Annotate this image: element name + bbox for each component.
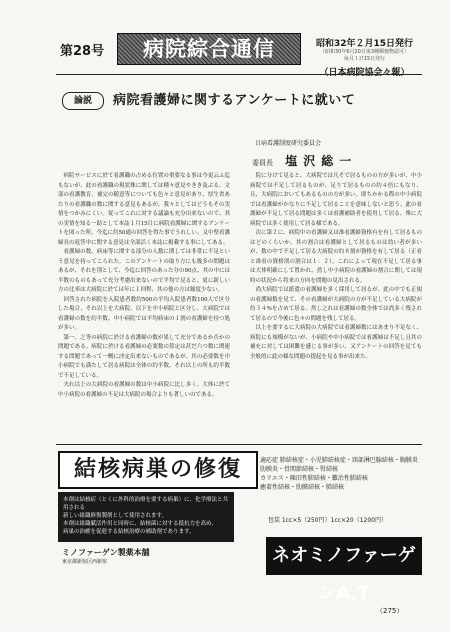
paragraph: 看護婦の数、病床等に関する部分の人数に関しては非常に不足という意見を持ってこられた。このアンケートの取り方にも幾多の問題はあるが、それを別として、今迄に回答のあった分の90点、其の中には半数のものもあって充分考慮出来ないので平均で見ると、更に新しい方の比率は大病院に於ては年に１回程、其の他の方は頻度少ない。 xyxy=(58,249,230,293)
masthead-rule xyxy=(56,74,422,75)
organization-name: （日本病院協会々報） xyxy=(319,68,410,78)
ad-note-line: 肋膜炎・骨関節結核・腎結核 xyxy=(260,466,339,473)
frequency-line: 毎月１日15日発行 xyxy=(343,56,386,62)
article-title: 病院看護婦に関するアンケートに就いて xyxy=(113,93,356,108)
section-kicker: 論説 xyxy=(62,92,104,110)
paragraph: 夫れ以上の大病院の看護婦の数は中小病院に比し多く、大体に於て中小病院の看護婦の不足は大病院の場合よりも著しいのである。 xyxy=(58,382,230,398)
page-number: （275） xyxy=(376,607,404,615)
publication-date: 昭和32年２月15日発行 xyxy=(315,39,414,49)
ad-description-box xyxy=(58,492,234,542)
ad-note-line: 癒着性結核・肋膜結核・肺結核 xyxy=(260,484,345,491)
author-line xyxy=(252,152,357,169)
ad-note-line: 適応症 肺結核症・小児肺結核症・頸部淋巴腺結核・胸膜炎 xyxy=(260,457,418,464)
author-affiliation: 日病看護制度研究委員会 xyxy=(255,140,322,147)
ad-note-line: カリエス・陳旧性肺結核・難治性肺結核 xyxy=(260,475,368,482)
ad-box-line: 本剤は結核症（とくに外科的治療を要する病巣）に、化学療法と共用される xyxy=(63,497,229,511)
author-role: 委員長 xyxy=(252,159,273,167)
package-price: 包装 1cc×5（250円）1cc×20（1200円） xyxy=(268,517,387,524)
paragraph: 第一、之等の病院に於ける看護婦の数が果して充分であるか否かの問題である。病院に於ける看護婦の必要数の算定は甚だ六つ数に関連する問題であって一概に決定出来ないものであるが、其の必要数を中小病院でも満たして居る病院は全体の約半数、それ以上の所も約半数で不足している。 xyxy=(58,334,230,379)
paragraph: 次に第２に、病院中の看護婦又は准看護婦資格有を有して居るものはどのくらいか、其の割合は看護婦として居るものは幼い者が多いが、数の中で不足して居る大病院の約８割が資格を有して居る（正看と准看の資格別の割合は１：２）。これによって現在不足して居る事は大体明確にして置かれ、然し中小病院の看護婦の割合に関しては現時の状況から将来の方向を問題の見出される。 xyxy=(250,230,422,284)
paragraph: 尚大病院では派遣の看護婦を多く採用して居るが、此の中でも正規の看護婦数を見て、その看護婦が大病院の方が不足している大病院が約３４%を占めて居る。然し之れは看護婦の数全体では尚多く残されて居るので今後に色々の問題を残して居る。 xyxy=(250,287,422,322)
ad-box-line: 新しい組織修復製剤として使用されます。 xyxy=(63,513,168,519)
ad-indications xyxy=(260,456,418,492)
manufacturer-name: ミノファーゲン製薬本舗 xyxy=(62,548,150,557)
permit-line: （昭和30年6月20日第3種郵便物認可） xyxy=(319,49,410,55)
paragraph: 院に分けて見ると、大病院では凡そで居るものの方が多いが、中小病院では不足して居るものが、足りて居るものの約４倍にもなり、且、大病院においてもあるものの方が多い。即ちかかる際の中小病院では看護婦がかなりに不足して居ることを意味しないと思う。此の看護婦が不足して居る問題は多くは看護補助者を使用して居る、殊に大病院では多く使用して居る様である。 xyxy=(250,173,422,227)
author-name: 塩沢総一 xyxy=(285,154,358,168)
ad-box-line: 本剤は組織賦活作用と同時に、結核菌に対する抵抗力を高め、 xyxy=(63,521,217,527)
article-column-left xyxy=(58,172,230,438)
manufacturer xyxy=(62,547,150,565)
article-column-right xyxy=(250,172,422,438)
masthead-title: 病院綜合通信 xyxy=(117,33,301,65)
ad-box-line: 病巣の治癒を促進する結核治療の補助剤であります。 xyxy=(63,529,195,535)
issue-number: 第28号 xyxy=(60,44,105,59)
paragraph: 回答された病院を入院患者数約500の平均入院患者数100人で区分した場合、それ以上を大病院、以下を中小病院と区分し、大病院では看護婦の数を約半数、中小病院では平均病床の１割の看護婦を持つ処が多い。 xyxy=(58,296,230,331)
masthead-info xyxy=(312,36,417,78)
paragraph: 以上を要するに大病院の大病院では看護婦数にはあまり不足なく、病院にも規模がないが、小病院や中小病院では看護婦は不足し且其の補充に対しては困難を感じる事が多い、又アンケートの回答を見ても全般的に此の様な問題の提起を見る事が出来た。 xyxy=(250,325,422,360)
ad-banner: 結核病巣の修復 xyxy=(58,451,258,489)
brand-logo: ネオミノファーゲンA.T xyxy=(266,537,422,575)
paragraph: 病院サービスに於て看護職の占める位置の重要なる事は今更云ふ迄もないが、此の看護職の現状殊に関しては種々意見やきき及ぶる。文部の看護教育、補完の随意等についても色々と意見があり、厚生省あたりの看護職の数に関する意見もあるが、我々としてはどうもその実情をつかみにくい。従ってこれに対する議論も充分出来ないので、其の実情を知る一助として本誌１月15日に病院看護婦に関するアンケートを図った所、今迄に約50通の回答を得た事でうれしい。又中堅看護婦長の返答中に関する意見は全部活く本誌に掲載する事にしてある。 xyxy=(58,173,230,246)
manufacturer-address: 東京都新宿区西新宿 xyxy=(62,559,108,565)
ad-divider xyxy=(56,444,422,445)
